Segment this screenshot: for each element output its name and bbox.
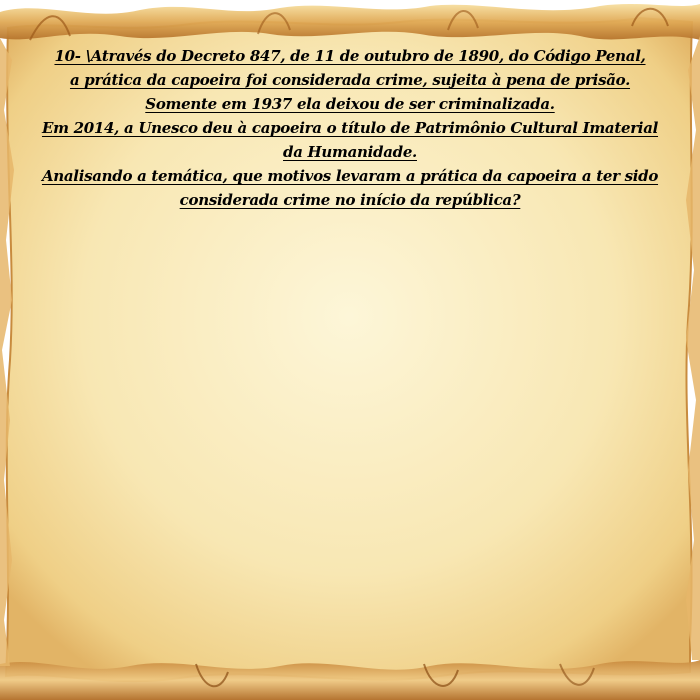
question-line: Em 2014, a Unesco deu à capoeira o título de Patrimônio Cultural Imaterial (41, 119, 659, 137)
question-line: Somente em 1937 ela deixou de ser criminalizada. (145, 95, 555, 113)
question-line: 10- \Através do Decreto 847, de 11 de outubro de 1890, do Código Penal, (54, 47, 646, 65)
question-line: da Humanidade. (283, 143, 417, 161)
question-line: a prática da capoeira foi considerada crime, sujeita à pena de prisão. (69, 71, 631, 89)
question-line: considerada crime no início da república? (179, 191, 521, 209)
question-text (10, 44, 690, 212)
question-line: Analisando a temática, que motivos levaram a prática da capoeira a ter sido (41, 167, 659, 185)
